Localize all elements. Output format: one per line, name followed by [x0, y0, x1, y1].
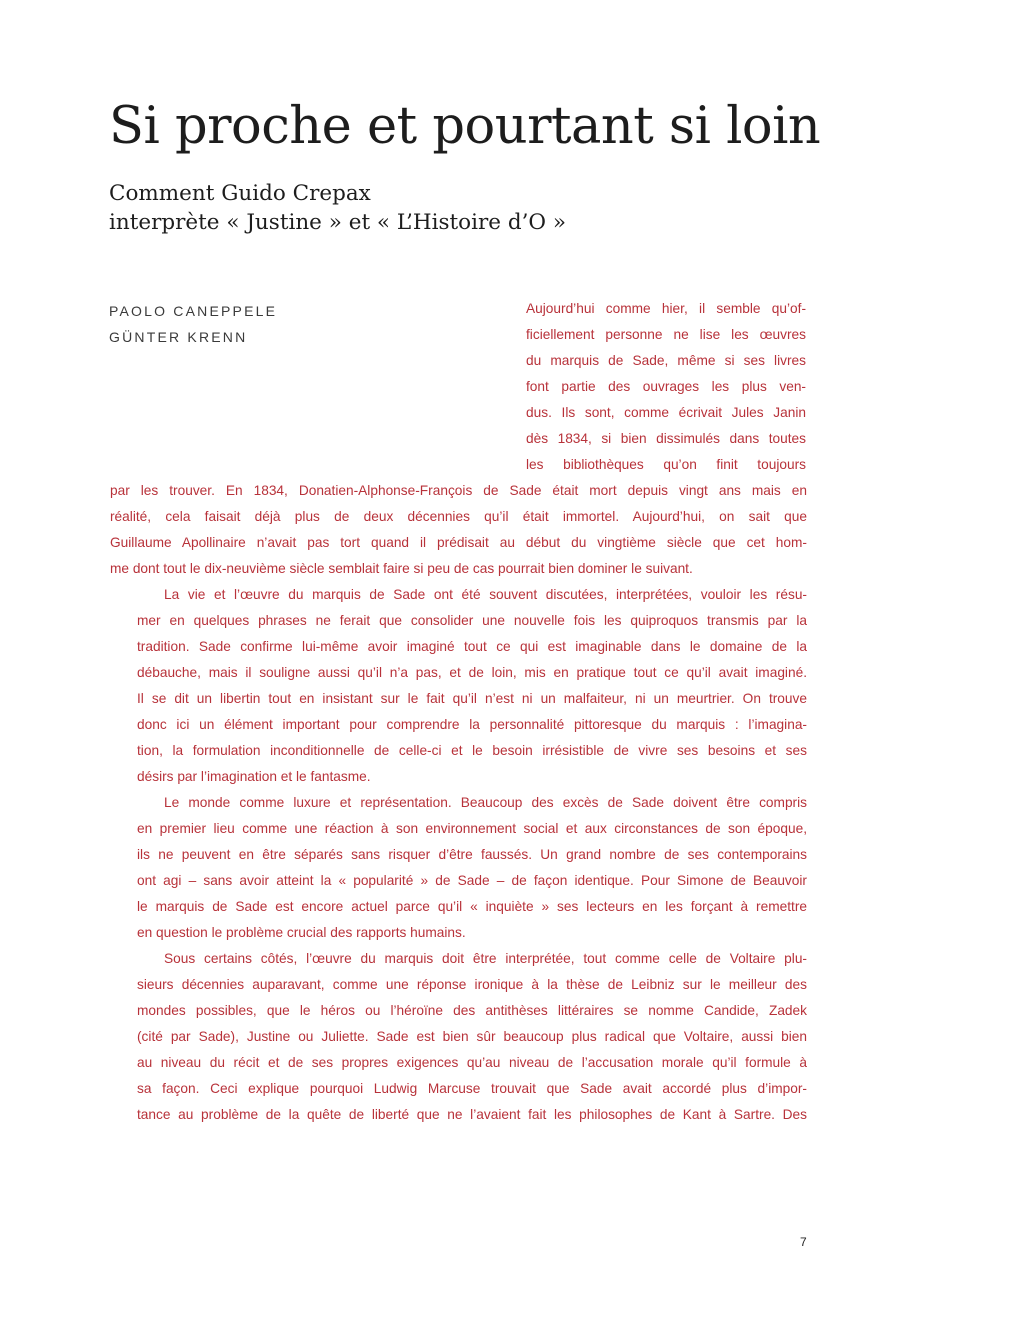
text-line: par les trouver. En 1834, Donatien-Alphonse-François de Sade était mort depuis vingt ans mais en [110, 483, 807, 498]
text-line: Sous certains côtés, l’œuvre du marquis doit être interprétée, tout comme celle de Voltaire plu- [164, 951, 807, 966]
text-line: sieurs décennies auparavant, comme une réponse ironique à la thèse de Leibniz sur le meilleur des [137, 977, 807, 992]
text-line: désirs par l’imagination et le fantasme. [137, 769, 371, 784]
body-paragraph [110, 946, 807, 1128]
text-line: en question le problème crucial des rapports humains. [137, 925, 466, 940]
author-name: PAOLO CANEPPELE [109, 303, 278, 319]
text-line: du marquis de Sade, même si ses livres [526, 353, 806, 368]
text-line: tion, la formulation inconditionnelle de celle-ci et le besoin irrésistible de vivre ses besoins et ses [137, 743, 807, 758]
body-paragraph [110, 582, 807, 790]
page-number: 7 [800, 1235, 807, 1249]
subtitle-line: interprète « Justine » et « L’Histoire d’O » [109, 210, 567, 235]
article-title: Si proche et pourtant si loin [109, 97, 821, 156]
text-line: ficiellement personne ne lise les œuvres [526, 327, 806, 342]
subtitle-line: Comment Guido Crepax [109, 181, 371, 206]
article-body [110, 478, 807, 1128]
author-name: GÜNTER KRENN [109, 329, 248, 345]
text-line: ont agi – sans avoir atteint la « popularité » de Sade – de façon identique. Pour Simone de Beauvoir [137, 873, 807, 888]
text-line: dès 1834, si bien dissimulés dans toutes [526, 431, 806, 446]
text-line: les bibliothèques qu’on finit toujours [526, 457, 806, 472]
text-line: font partie des ouvrages les plus ven- [526, 379, 806, 394]
text-line: le marquis de Sade est encore actuel parce qu’il « inquiète » ses lecteurs en les forçant à remettre [137, 899, 807, 914]
text-line: mer en quelques phrases ne ferait que consolider une nouvelle fois les quiproquos transmis par la [137, 613, 807, 628]
text-line: dus. Ils sont, comme écrivait Jules Janin [526, 405, 806, 420]
body-paragraph [110, 478, 807, 582]
text-line: débauche, mais il souligne aussi qu’il n’a pas, et de loin, mis en pratique tout ce qu’il avait imaginé. [137, 665, 807, 680]
text-line: me dont tout le dix-neuvième siècle semblait faire si peu de cas pourrait bien dominer le suivant. [110, 561, 693, 576]
text-line: Le monde comme luxure et représentation. Beaucoup des excès de Sade doivent être compris [164, 795, 807, 810]
text-line: sa façon. Ceci explique pourquoi Ludwig Marcuse trouvait que Sade avait accordé plus d’impor- [137, 1081, 807, 1096]
text-line: tradition. Sade confirme lui-même avoir imaginé tout ce qui est imaginable dans le domaine de la [137, 639, 807, 654]
text-line: Guillaume Apollinaire n’avait pas tort quand il prédisait au début du vingtième siècle que cet hom- [110, 535, 807, 550]
text-line: La vie et l’œuvre du marquis de Sade ont été souvent discutées, interprétées, vouloir les résu- [164, 587, 807, 602]
text-line: en premier lieu comme une réaction à son environnement social et aux circonstances de son époque, [137, 821, 807, 836]
text-line: Il se dit un libertin tout en insistant sur le fait qu’il n’est ni un malfaiteur, ni un meurtrier. On trouve [137, 691, 807, 706]
article-subtitle [109, 179, 566, 237]
author-list [109, 298, 277, 350]
body-paragraph [110, 790, 807, 946]
text-line: réalité, cela faisait déjà plus de deux décennies qu’il était immortel. Aujourd’hui, on sait que [110, 509, 807, 524]
text-line: au niveau du récit et de ses propres exigences qu’au niveau de l’accusation morale qu’il formule à [137, 1055, 807, 1070]
text-line: mondes possibles, que le héros ou l’héroïne des antithèses littéraires se nomme Candide, Zadek [137, 1003, 807, 1018]
text-line: donc ici un élément important pour comprendre la personnalité pittoresque du marquis : l’imagina- [137, 717, 807, 732]
intro-column [526, 296, 806, 478]
text-line: tance au problème de la quête de liberté que ne l’avaient fait les philosophes de Kant à Sartre. Des [137, 1107, 807, 1122]
text-line: Aujourd’hui comme hier, il semble qu’of- [526, 301, 806, 316]
text-line: (cité par Sade), Justine ou Juliette. Sade est bien sûr beaucoup plus radical que Voltaire, aussi bien [137, 1029, 807, 1044]
text-line: ils ne peuvent en être séparés sans risquer d’être faussés. Un grand nombre de ses contemporains [137, 847, 807, 862]
